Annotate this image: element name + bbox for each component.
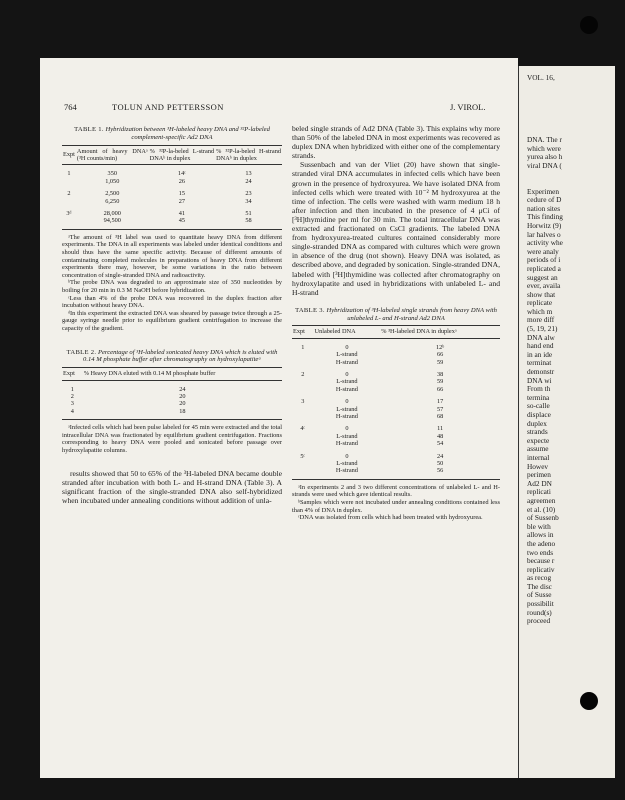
facing-line: From th	[527, 384, 551, 394]
table-row	[62, 400, 282, 407]
facing-line: assume	[527, 444, 549, 454]
table3-expt	[292, 351, 314, 358]
table3-header-0: Expt	[292, 326, 314, 338]
facing-line: nation sites	[527, 203, 561, 213]
facing-line: termina	[527, 392, 550, 402]
table3-cell: L-strand	[336, 405, 358, 413]
table-row	[62, 408, 282, 415]
table1-expt	[62, 198, 76, 205]
table-row	[62, 178, 282, 185]
facing-line: of Sussenb	[527, 513, 559, 523]
facing-line: The disc	[527, 581, 552, 591]
facing-line: two ends	[527, 547, 554, 557]
journal-page	[40, 58, 518, 778]
facing-line: (5, 19, 21)	[527, 324, 558, 334]
facing-line: strands	[527, 427, 548, 437]
facing-line: DNA wi	[527, 375, 552, 385]
facing-line: the adeno	[527, 538, 556, 548]
table3-expt: 2	[301, 371, 305, 378]
table-row	[62, 217, 282, 224]
table3-cell: L-strand	[336, 378, 358, 386]
table-row	[292, 433, 500, 440]
table-row	[292, 406, 500, 413]
table-row	[62, 205, 282, 217]
table1-cell: 58	[245, 217, 252, 225]
table3-expt: 5ᶜ	[300, 452, 306, 460]
facing-line: allows in	[527, 530, 554, 540]
facing-line: expecte	[527, 435, 550, 445]
table1-cell: 14ᶜ	[177, 170, 186, 178]
table2-cell: 20	[179, 392, 186, 400]
facing-page-text	[527, 136, 563, 626]
table3-cell: H-strand	[335, 358, 358, 366]
table1-header-0: Expt	[62, 145, 76, 165]
facing-line: lar halves o	[527, 229, 561, 239]
facing-line: Ad2 DN	[527, 478, 552, 488]
table3-expt: 4ᶜ	[300, 425, 306, 433]
table1-cell: 2,500	[105, 190, 120, 198]
facing-line: which were	[527, 143, 561, 153]
table3-header-1: Unlabeled DNA	[314, 326, 381, 338]
table3-cell: 66	[436, 385, 444, 393]
table3-expt: 3	[301, 398, 305, 406]
table1-cell: 6,250	[105, 197, 120, 205]
left-column	[62, 126, 282, 505]
facing-line: ever, availa	[527, 281, 561, 291]
table3-caption: TABLE 3. Hybridization of ³H-labeled single strands from heavy DNA with unlabeled L- and H-strand Ad2 DNA	[295, 306, 497, 322]
table1-cell: 41	[178, 210, 186, 218]
facing-line: displace	[527, 410, 551, 419]
running-head-authors: TOLUN AND PETTERSSON	[112, 102, 224, 112]
facing-line: perimen	[527, 470, 551, 480]
facing-line	[527, 170, 563, 179]
table-row	[62, 198, 282, 205]
table1-footnote: ᶜLess than 4% of the probe DNA was recovered in the duplex fraction after incubation without heavy DNA.	[62, 294, 282, 310]
table3-expt	[292, 460, 314, 467]
facing-page	[518, 66, 615, 778]
table3-expt	[292, 467, 314, 474]
table1-expt: 1	[67, 170, 71, 178]
table1-header-2: % ³²P-la-beled L-strand DNAᵇ in duplex	[149, 145, 215, 165]
table3-expt	[292, 440, 314, 447]
facing-line: duplex	[527, 418, 547, 428]
table1-expt: 2	[67, 190, 71, 198]
table3-cell: 68	[436, 413, 444, 421]
table3-expt	[292, 406, 314, 413]
table2-cell: 18	[179, 407, 186, 415]
table-row	[292, 448, 500, 460]
table-row	[292, 413, 500, 420]
table1-footnote: ᵃThe amount of ³H label was used to quantitate heavy DNA from different experiments. The DNA in all experiments was labeled under identical conditions and should thus have the same specific activity. Because of different amounts of contaminating completed molecules in preparations of heavy DNA from different experiments there may, however, be some variations in the ratio between concentration of single-stranded DNA and radioactivity.	[62, 233, 282, 279]
table3-footnote: ᵃIn experiments 2 and 3 two different concentrations of unlabeled L- and H-strands were used which gave identical results.	[292, 483, 500, 499]
table3-cell: 54	[436, 440, 444, 448]
table3-cell: 59	[436, 378, 444, 386]
table-row	[292, 386, 500, 393]
facing-line: periods of i	[527, 255, 561, 265]
table3-cell: 17	[436, 398, 444, 406]
table3-expt	[292, 386, 314, 393]
left-body-text: results showed that 50 to 65% of the ³H-labeled DNA became double stranded after incubation with both L- and H-strand DNA (Table 3). A significant fraction of the single-stranded DNA also self-hybridized when incubated under annealing conditions without addition of unla-	[62, 468, 282, 505]
table1-cell: 26	[178, 177, 186, 185]
facing-line: proceed	[527, 616, 551, 626]
table1-cell: 350	[107, 170, 117, 178]
table3-cell: 0	[345, 452, 349, 460]
table1-expt: 3ᵈ	[66, 210, 72, 218]
table-row	[292, 359, 500, 366]
table1-header-1: Amount of heavy DNAᵃ (³H counts/min)	[76, 145, 149, 165]
table3-cell: 48	[436, 432, 444, 440]
table3-cell: 56	[436, 467, 444, 475]
table3-cell: 66	[436, 351, 444, 359]
facing-line: of Susse	[527, 590, 552, 600]
table2-cell: 2	[70, 392, 74, 400]
table3-expt	[292, 359, 314, 366]
table2-caption: TABLE 2. Percentage of ³H-labeled sonicated heavy DNA which is eluted with 0.14 M phosphate buffer after chromatography on hydroxylapatiteᵃ	[66, 348, 278, 364]
table2-header-1: % Heavy DNA eluted with 0.14 M phosphate buffer	[83, 368, 282, 380]
table3-cell: H-strand	[335, 385, 358, 393]
page-number: 764	[64, 102, 77, 112]
table1-cell: 24	[245, 177, 252, 185]
table-row	[62, 380, 282, 393]
table2-cell: 20	[179, 400, 186, 408]
table1-cell: 23	[245, 190, 252, 198]
table-row	[292, 378, 500, 385]
table3-cell: L-strand	[336, 432, 358, 440]
table1-footnote: ᵇThe probe DNA was degraded to an approximate size of 350 nucleotides by boiling for 20 min in 0.3 M NaOH before hybridization.	[62, 279, 282, 294]
table-row	[292, 440, 500, 447]
table2-footnote: ᵃInfected cells which had been pulse labeled for 45 min were extracted and the total intracellular DNA was fractionated by equilibrium gradient centrifugation. Fractions corresponding to heavy DNA were pooled and sonicated before passage over hydroxylapatite columns.	[62, 424, 282, 454]
facing-line: possibilit	[527, 599, 554, 609]
table3-expt: 1	[301, 343, 305, 351]
facing-line: suggest an	[527, 272, 558, 282]
table3-cell: L-strand	[336, 351, 358, 359]
binder-hole-bottom	[580, 692, 598, 710]
table1-cell: 45	[178, 217, 186, 225]
body-paragraph: Sussenbach and van der Vliet (20) have shown that single-stranded viral DNA accumulates in infected cells which have been grown in the presence of hydroxyurea. We have isolated DNA from infected cells which were treated with 10⁻² M hydroxyurea at the time of infection. The cells were washed with warm medium 18 h after infection and then incubated in the presence of 4 μCi of [³H]thymidine per ml for 30 min. The total intracellular DNA was extracted and fractionated on CsCl gradients. The labeled DNA from hydroxyurea-treated cultures contained considerably more single-stranded DNA as compared with cultures which were grown in absence of the drug (not shown). Heavy DNA was isolated, as described above, and degraded by sonication. Single-stranded DNA, labeled with [³H]thymidine was collected after chromatography on hydroxylapatite and used in hybridizations with unlabeled L- and H-strand	[292, 160, 500, 297]
table1-expt	[62, 217, 76, 224]
facing-line: et al. (10)	[527, 504, 556, 514]
running-head-journal: J. VIROL.	[450, 102, 486, 112]
facing-line: replicate	[527, 298, 553, 308]
facing-line: Howev	[527, 461, 549, 471]
table1-cell: 34	[245, 197, 252, 205]
table3-cell: H-strand	[335, 440, 358, 448]
table3	[292, 325, 500, 475]
facing-line: activity whe	[527, 238, 563, 248]
table3-cell: 11	[437, 425, 444, 433]
facing-line: internal	[527, 452, 550, 462]
table1-cell: 15	[178, 190, 186, 198]
facing-line: yurea also h	[527, 152, 563, 162]
facing-line: DNA alw	[527, 332, 555, 342]
facing-line: Experimen	[527, 186, 560, 196]
table3-cell: 0	[345, 343, 349, 351]
body-paragraph: beled single strands of Ad2 DNA (Table 3). This explains why more than 50% of the labeled DNA in most experiments was recovered as duplex DNA when hybridized with either one of the complementary strands.	[292, 124, 500, 161]
facing-line: which m	[527, 306, 553, 316]
table-row	[62, 393, 282, 400]
table3-cell: 59	[436, 358, 444, 366]
table3-expt	[292, 413, 314, 420]
table1-expt	[62, 178, 76, 185]
table1-cell: 1,050	[105, 177, 120, 185]
table3-expt	[292, 433, 314, 440]
facing-line: so-calle	[527, 401, 550, 411]
table3-cell: 0	[345, 371, 349, 378]
facing-line: viral DNA (	[527, 160, 562, 170]
table3-expt	[292, 378, 314, 385]
table1-cell: 51	[245, 210, 252, 218]
facing-line: This finding	[527, 212, 563, 222]
table1-cell: 27	[178, 197, 186, 205]
table-row	[292, 393, 500, 405]
facing-line: as recog	[527, 573, 552, 583]
right-column	[292, 124, 500, 522]
table3-header-2: % ³H-labeled DNA in duplexᵃ	[380, 326, 500, 338]
table3-cell: 24	[436, 452, 444, 460]
table-row	[292, 338, 500, 351]
table1-footnote: ᵈIn this experiment the extracted DNA was sheared by passage twice through a 25-gauge syringe needle prior to equilibrium gradient centrifugation to increase the capacity of the gradient.	[62, 309, 282, 332]
facing-line: because r	[527, 556, 555, 566]
table3-footnote: ᵇSamples which were not incubated under annealing conditions contained less than 4% of DNA in duplex.	[292, 499, 500, 514]
facing-line: show that	[527, 289, 556, 299]
facing-line: replicated a	[527, 263, 561, 273]
table-row	[62, 165, 282, 178]
table3-cell: 57	[436, 405, 444, 413]
table1-header-3: % ³²P-la-beled H-strand DNAᵇ in duplex	[215, 145, 282, 165]
table3-cell: 0	[345, 425, 349, 433]
table3-cell: 12ᵇ	[436, 343, 445, 351]
facing-line: were analy	[527, 246, 559, 256]
facing-line: cedure of D	[527, 195, 562, 205]
table3-cell: H-strand	[335, 413, 358, 421]
table-row	[62, 185, 282, 197]
table2-cell: 1	[70, 385, 74, 393]
table2-header-0: Expt	[62, 368, 83, 380]
table-row	[292, 467, 500, 474]
facing-line: hand end	[527, 341, 554, 351]
facing-page-header: VOL. 16,	[527, 73, 555, 82]
facing-line: round(s)	[527, 607, 552, 617]
table2-cell: 24	[179, 385, 186, 393]
facing-line: terminat	[527, 358, 552, 368]
table1-cell: 13	[245, 170, 252, 178]
facing-line: ble with	[527, 521, 551, 531]
table-row	[292, 420, 500, 432]
table3-cell: 50	[436, 460, 444, 468]
right-body-text	[292, 124, 500, 297]
table2-cell: 3	[70, 400, 74, 408]
table2	[62, 367, 282, 415]
table3-footnotes	[292, 484, 500, 522]
table1-footnotes	[62, 234, 282, 333]
facing-line: more diff	[527, 315, 555, 325]
table3-cell: L-strand	[336, 460, 358, 468]
table3-footnote: ᶜDNA was isolated from cells which had been treated with hydroxyurea.	[298, 514, 483, 522]
table1	[62, 145, 282, 225]
table-row	[292, 351, 500, 358]
facing-line: replicativ	[527, 564, 555, 574]
table1-cell: 28,000	[103, 210, 121, 218]
table3-cell: H-strand	[335, 467, 358, 475]
table3-cell: 0	[345, 398, 349, 406]
facing-line: in an ide	[527, 349, 553, 359]
table3-cell: 38	[436, 371, 444, 378]
facing-line: demonstr	[527, 367, 555, 377]
table-row	[292, 366, 500, 378]
table1-cell: 94,500	[103, 217, 121, 225]
facing-line: replicati	[527, 487, 551, 497]
facing-line: DNA. The r	[527, 135, 562, 144]
binder-hole-top	[580, 16, 598, 34]
table1-caption: TABLE 1. Hybridization between ³H-labeled heavy DNA and ³²P-labeled complement-specific Ad2 DNA	[74, 126, 270, 141]
facing-line: agreemen	[527, 495, 556, 505]
table2-cell: 4	[70, 407, 74, 415]
facing-line: Horwitz (9)	[527, 220, 562, 230]
table-row	[292, 460, 500, 467]
